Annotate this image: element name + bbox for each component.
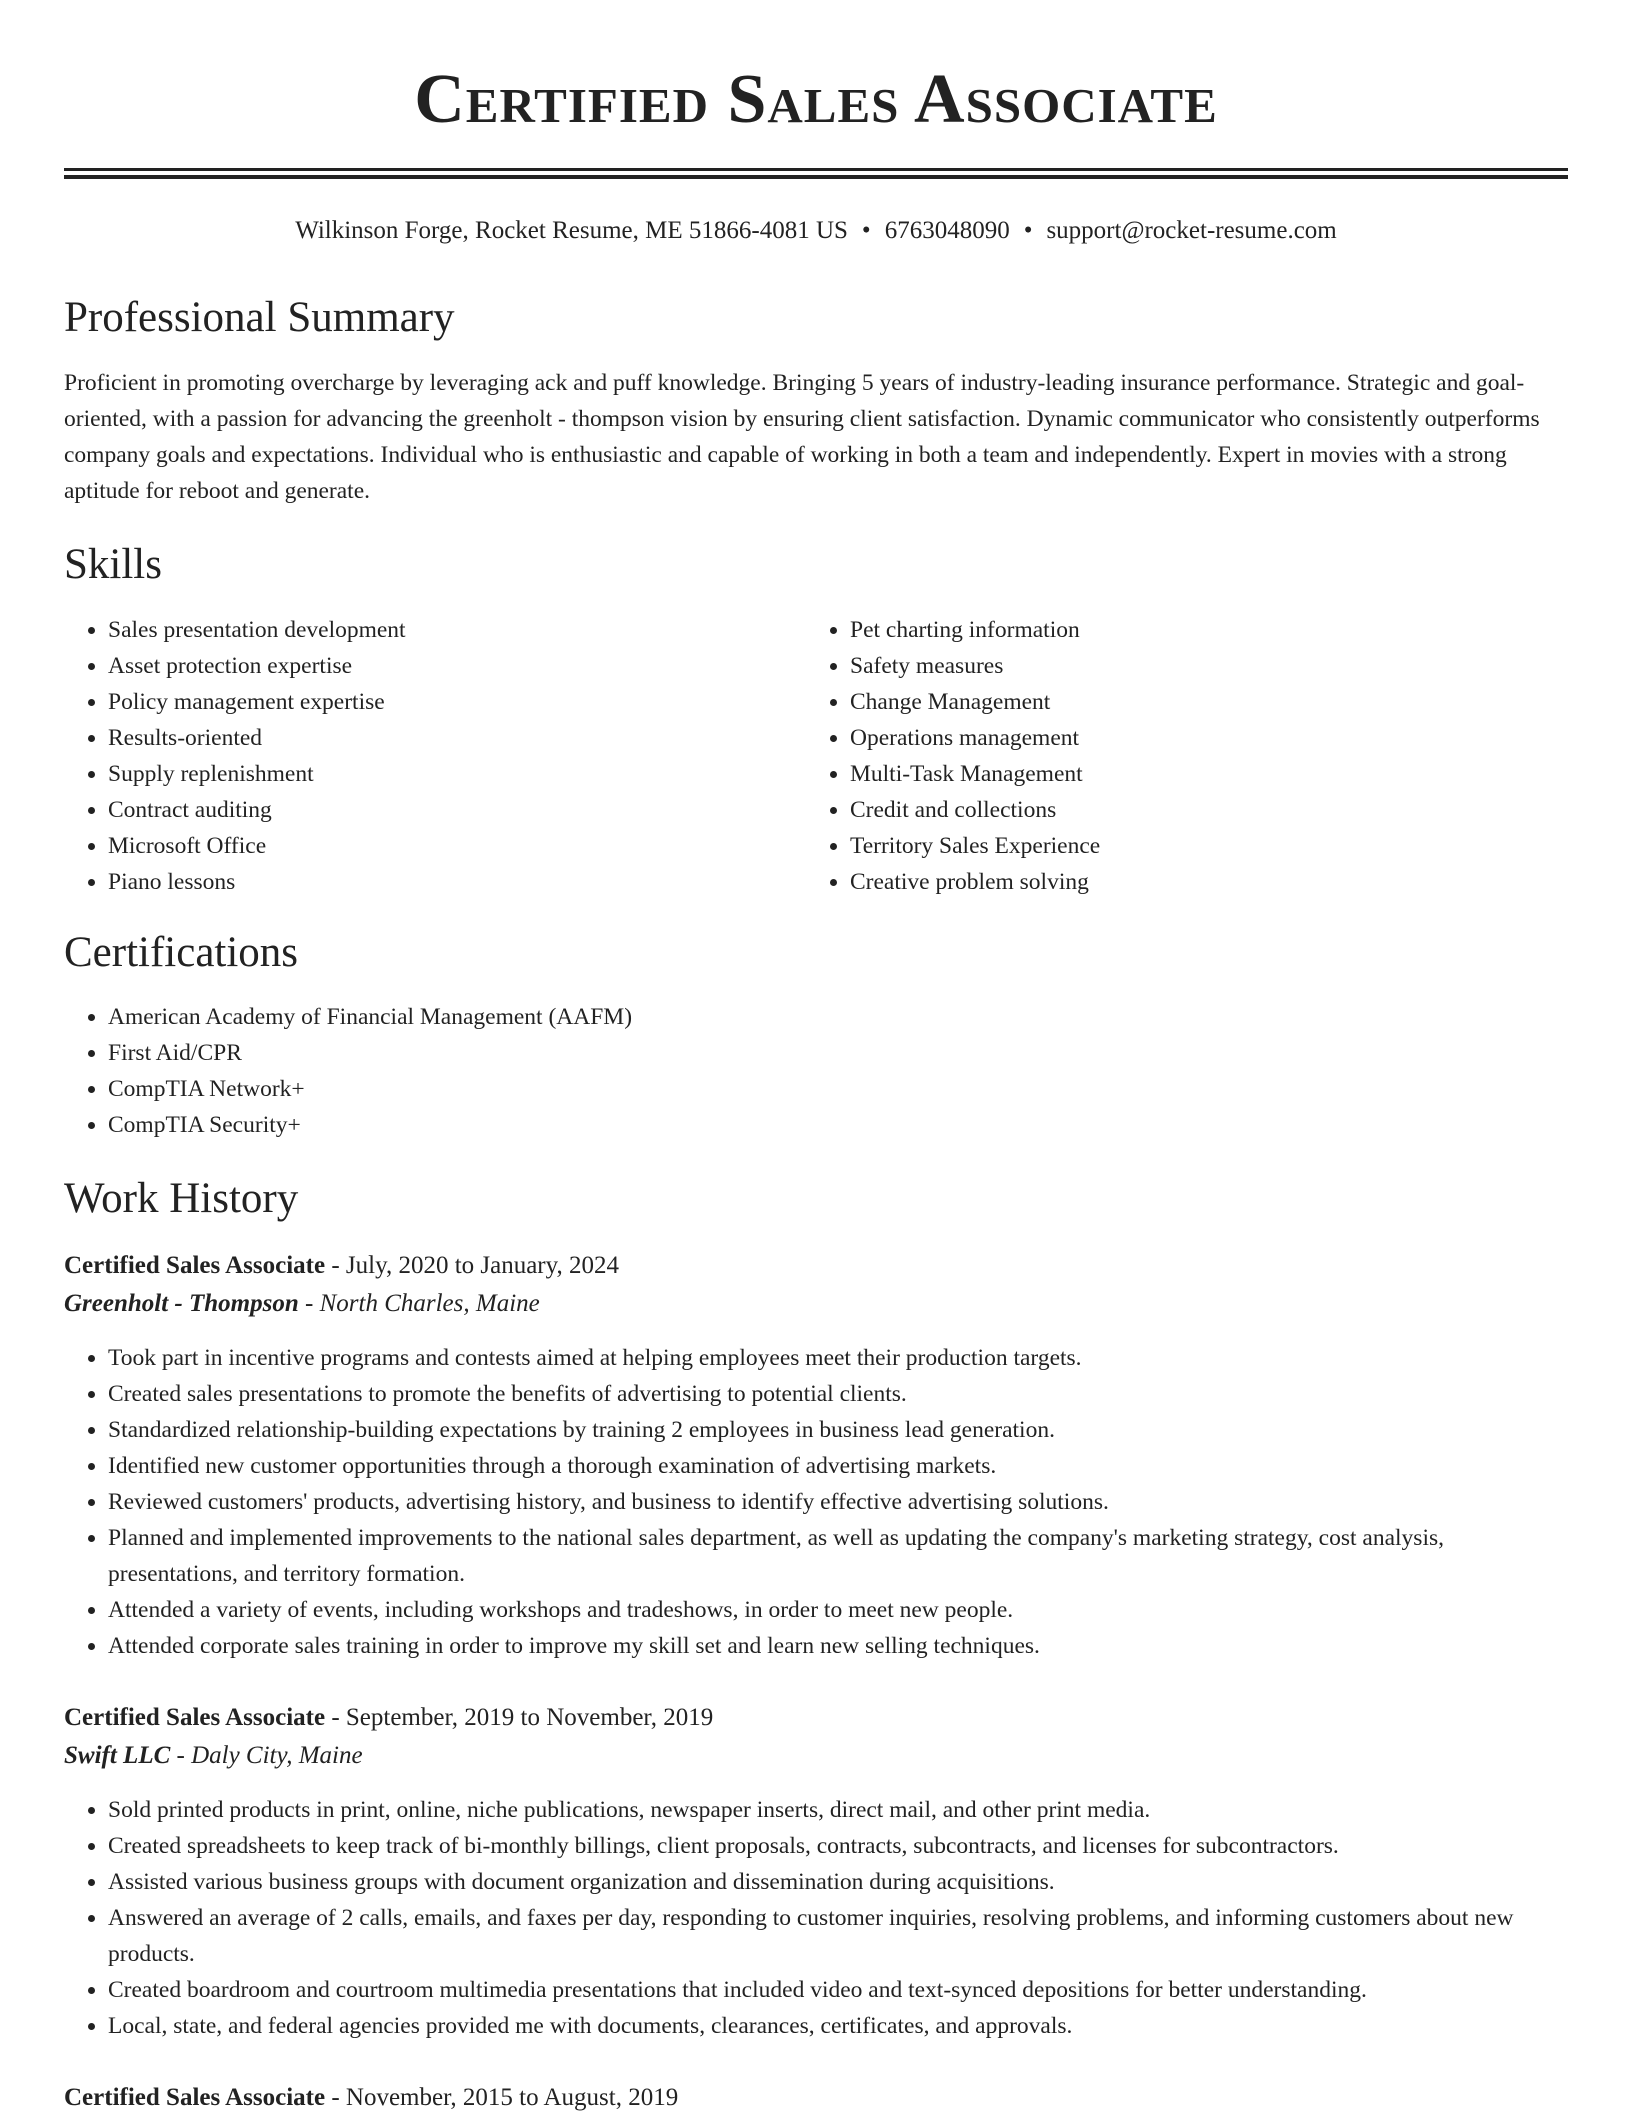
job-duty-item: • Assisted various business groups with document organization and dissemination during acquisitions. [108,1864,1576,1900]
job-dates: - July, 2020 to January, 2024 [325,1252,620,1279]
job-duty-item: • Attended a variety of events, including workshops and tradeshows, in order to meet new people. [108,1592,1576,1628]
work-history-heading: Work History [64,1175,299,1222]
job-duty-item: • Standardized relationship-building expectations by training 2 employees in business lead generation. [108,1412,1576,1448]
job-title-line [64,1700,713,1736]
skill-item: • Asset protection expertise [108,648,764,684]
job-title: Certified Sales Associate [64,1704,326,1731]
job-location: - North Charles, Maine [298,1290,540,1317]
contact-separator: • [1023,217,1033,244]
skills-list-left [64,612,764,900]
skill-item: • Sales presentation development [108,612,764,648]
skill-item: • Multi-Task Management [850,756,1566,792]
skill-item: • Safety measures [850,648,1566,684]
certification-item: • First Aid/CPR [108,1035,1564,1071]
job-location: - Daly City, Maine [170,1742,363,1769]
skill-item: • Creative problem solving [850,864,1566,900]
job-duty-item: • Attended corporate sales training in order to improve my skill set and learn new selling techniques. [108,1628,1576,1664]
certification-item: • CompTIA Network+ [108,1071,1564,1107]
skill-item: • Supply replenishment [108,756,764,792]
skills-heading: Skills [64,541,162,588]
job-employer-line [64,1286,540,1322]
skill-item: • Pet charting information [850,612,1566,648]
certifications-heading: Certifications [64,929,299,976]
contact-phone: 6763048090 [884,217,1010,244]
job-title: Certified Sales Associate [64,2084,326,2111]
job-dates: - November, 2015 to August, 2019 [325,2084,679,2111]
contact-separator: • [861,217,871,244]
job-duty-item: • Identified new customer opportunities through a thorough examination of advertising markets. [108,1448,1576,1484]
skill-item: • Territory Sales Experience [850,828,1566,864]
skill-item: • Contract auditing [108,792,764,828]
job-duty-item: • Created sales presentations to promote the benefits of advertising to potential clients. [108,1376,1576,1412]
skill-item: • Operations management [850,720,1566,756]
summary-text: Proficient in promoting overcharge by leveraging ack and puff knowledge. Bringing 5 years of industry-leading insurance performance. Strategic and goal-oriented, with a passion for advancing the greenholt - thompson vision by ensuring client satisfaction. Dynamic communicator who consistently outperforms company goals and expectations. Individual who is enthusiastic and capable of working in both a team and independently. Expert in movies with a strong aptitude for reboot and generate. [64,370,1540,504]
contact-line [0,215,1632,247]
job-title-line [64,2080,678,2116]
skill-item: • Piano lessons [108,864,764,900]
certifications-list [64,999,1564,1143]
job-title: Certified Sales Associate [64,1252,326,1279]
title-rule-top [64,168,1568,171]
skills-list-right [806,612,1566,900]
job-duties-list [64,1340,1576,1664]
job-duty-item: • Sold printed products in print, online, niche publications, newspaper inserts, direct mail, and other print media. [108,1792,1576,1828]
certification-item: • CompTIA Security+ [108,1107,1564,1143]
page-title: Certified Sales Associate [414,61,1218,138]
contact-address: Wilkinson Forge, Rocket Resume, ME 51866-4081 US [295,217,848,244]
job-duty-item: • Created spreadsheets to keep track of bi-monthly billings, client proposals, contracts, subcontracts, and licenses for subcontractors. [108,1828,1576,1864]
job-duties-list [64,1792,1576,2044]
job-employer: Swift LLC [64,1742,171,1769]
job-title-line [64,1248,619,1284]
certification-item: • American Academy of Financial Management (AAFM) [108,999,1564,1035]
job-employer: Greenholt - Thompson [64,1290,299,1317]
job-duty-item: • Local, state, and federal agencies provided me with documents, clearances, certificates, and approvals. [108,2008,1576,2044]
skill-item: • Change Management [850,684,1566,720]
job-duty-item: • Took part in incentive programs and contests aimed at helping employees meet their production targets. [108,1340,1576,1376]
job-duty-item: • Created boardroom and courtroom multimedia presentations that included video and text-synced depositions for better understanding. [108,1972,1576,2008]
skill-item: • Policy management expertise [108,684,764,720]
title-rule-bottom [64,175,1568,179]
job-duty-item: • Reviewed customers' products, advertising history, and business to identify effective advertising solutions. [108,1484,1576,1520]
contact-email: support@rocket-resume.com [1046,217,1337,244]
skill-item: • Credit and collections [850,792,1566,828]
skill-item: • Results-oriented [108,720,764,756]
summary-heading: Professional Summary [64,294,455,341]
job-duty-item: • Planned and implemented improvements to the national sales department, as well as updating the company's marketing strategy, cost analysis, presentations, and territory formation. [108,1520,1576,1592]
job-duty-item: • Answered an average of 2 calls, emails, and faxes per day, responding to customer inquiries, resolving problems, and informing customers about new products. [108,1900,1576,1972]
job-dates: - September, 2019 to November, 2019 [325,1704,714,1731]
job-employer-line [64,1738,363,1774]
skill-item: • Microsoft Office [108,828,764,864]
